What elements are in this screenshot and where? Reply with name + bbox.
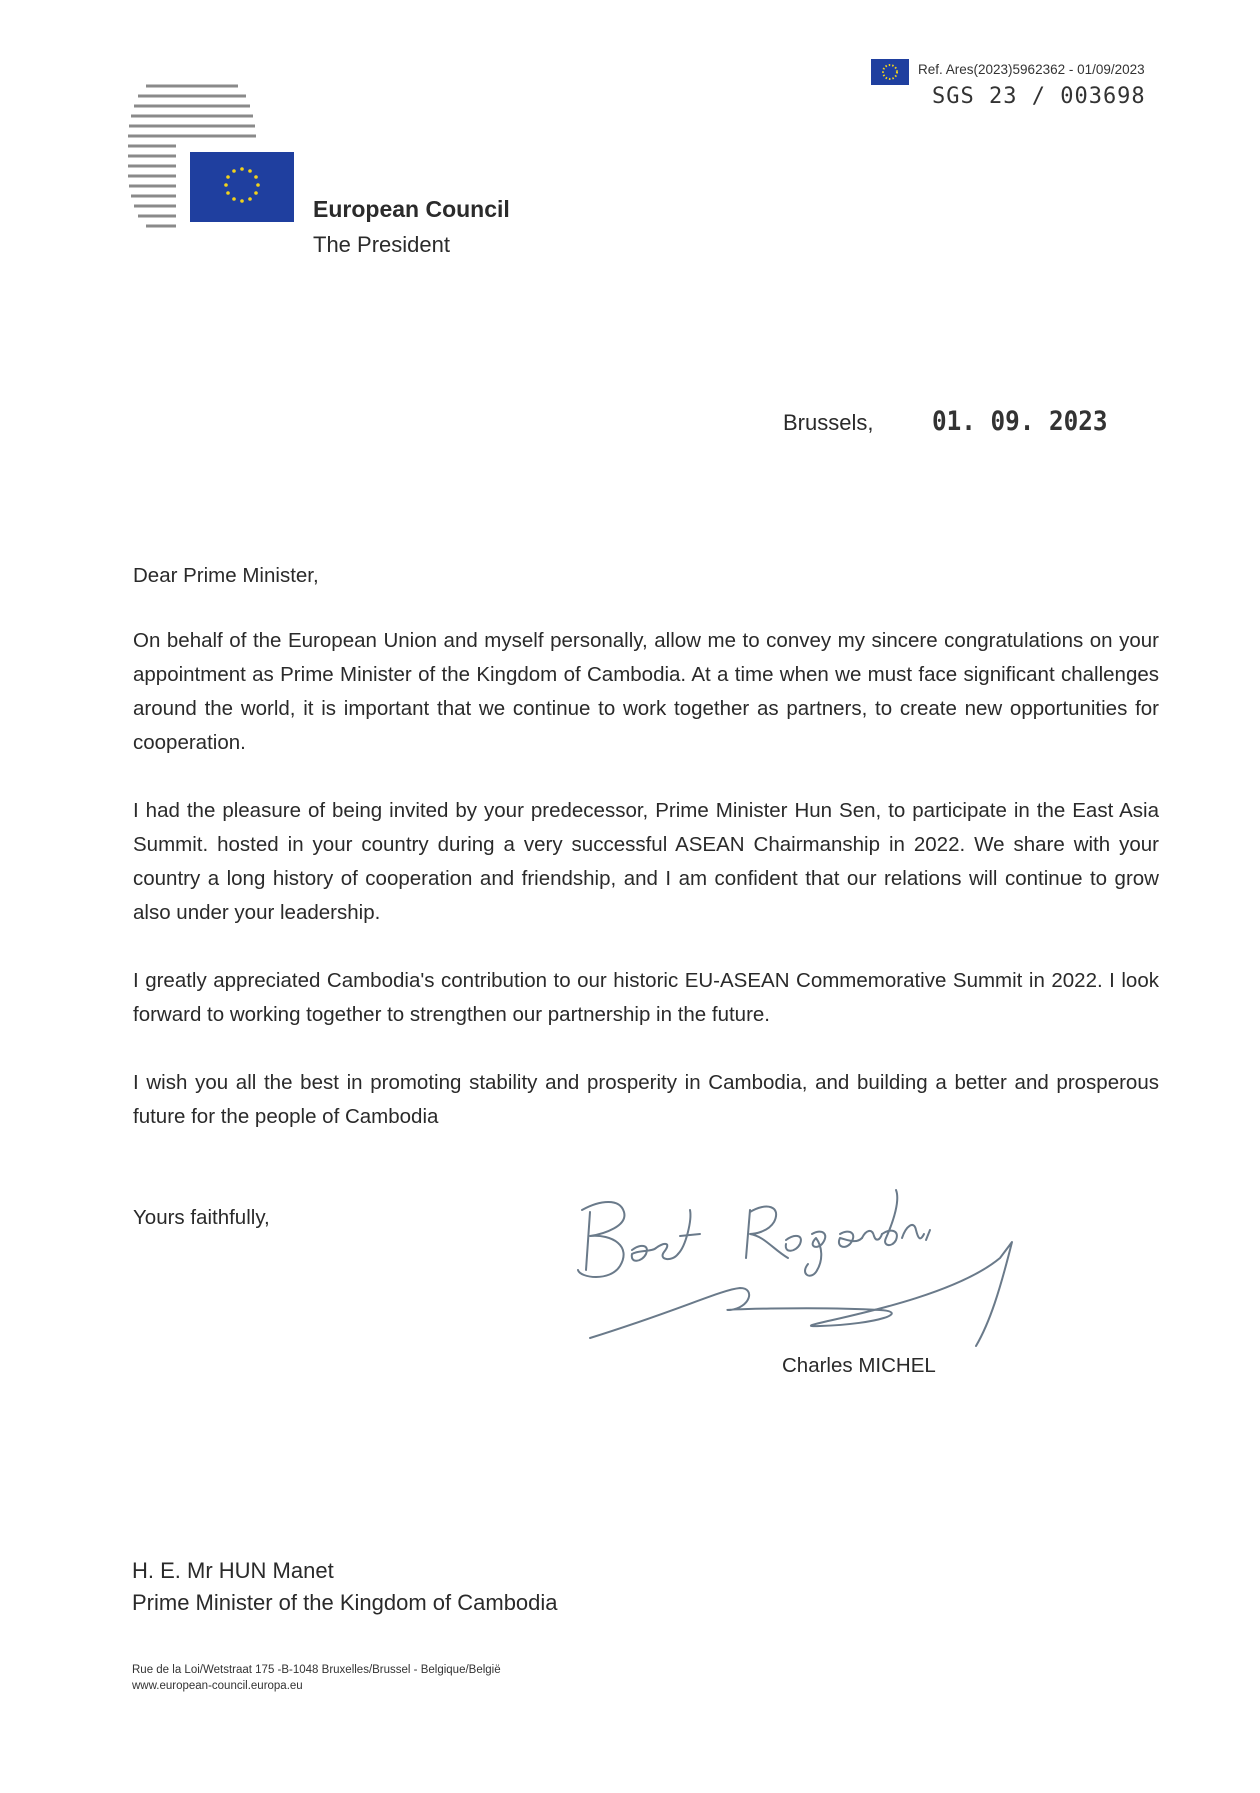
salutation: Dear Prime Minister, bbox=[133, 564, 319, 587]
paragraph: On behalf of the European Union and myself personally, allow me to convey my sincere congratulations on your appointment as Prime Minister of the Kingdom of Cambodia. At a time when we must face significant challenges around the world, it is important that we continue to work together as partners, to create new opportunities for cooperation. bbox=[133, 629, 1159, 754]
organization-name: European Council bbox=[313, 196, 510, 222]
signer-name: Charles MICHEL bbox=[782, 1354, 936, 1377]
paragraph: I wish you all the best in promoting stability and prosperity in Cambodia, and building a better and prosperous future for the people of Cambodia bbox=[133, 1071, 1159, 1128]
eu-flag-icon bbox=[190, 152, 294, 222]
closing: Yours faithfully, bbox=[133, 1206, 270, 1229]
footer-address: Rue de la Loi/Wetstraat 175 -B-1048 Bruxelles/Brussel - Belgique/België bbox=[132, 1664, 501, 1676]
paragraph: I greatly appreciated Cambodia's contribution to our historic EU-ASEAN Commemorative Summit in 2022. I look forward to working together to strengthen our partnership in the future. bbox=[133, 969, 1159, 1026]
reference-number: Ref. Ares(2023)5962362 - 01/09/2023 bbox=[918, 62, 1145, 77]
organization-role: The President bbox=[313, 232, 450, 257]
eu-flag-icon bbox=[871, 59, 909, 85]
footer-website: www.european-council.europa.eu bbox=[132, 1680, 303, 1692]
addressee-title: Prime Minister of the Kingdom of Cambodia bbox=[132, 1590, 558, 1615]
registry-stamp: SGS 23 / 003698 bbox=[932, 84, 1146, 109]
place: Brussels, bbox=[783, 410, 874, 435]
european-council-logo bbox=[128, 80, 298, 228]
addressee-name: H. E. Mr HUN Manet bbox=[132, 1558, 334, 1583]
date-stamp: 01. 09. 2023 bbox=[932, 406, 1108, 437]
paragraph: I had the pleasure of being invited by your predecessor, Prime Minister Hun Sen, to participate in the East Asia Summit. hosted in your country during a very successful ASEAN Chairmanship in 2022. We share with your country a long history of cooperation and friendship, and I am confident that our relations will continue to grow also under your leadership. bbox=[133, 799, 1159, 924]
handwritten-signature bbox=[560, 1150, 1120, 1370]
